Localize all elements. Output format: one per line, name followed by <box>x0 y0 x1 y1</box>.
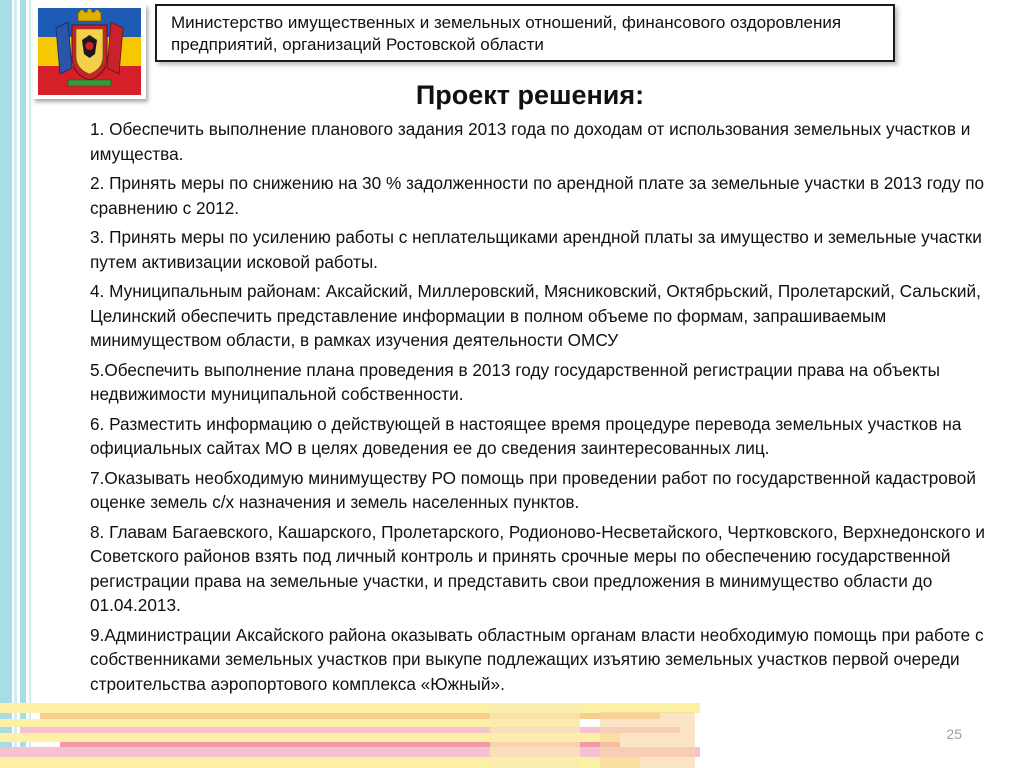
decision-item-7: 7.Оказывать необходимую минимуществу РО помощь при проведении работ по государственной кадастровой оценке земель с/х назначения и земель населенных пунктов. <box>90 467 976 512</box>
decision-list <box>90 117 1010 701</box>
page-title: Проект решения: <box>415 80 645 110</box>
decision-item-8: 8. Главам Багаевского, Кашарского, Пролетарского, Родионово-Несветайского, Чертковского, Верхнедонского и Советского районов взять под личный контроль и принять срочные меры по обеспечению государственной регистрации права на земельные участки, и представить свои предложения в минимущество области до 01.04.2013. <box>90 521 986 615</box>
decision-item-6: 6. Разместить информацию о действующей в настоящее время процедуре перевода земельных участков на официальных сайтах МО в целях доведения ее до сведения заинтересованных лиц. <box>90 413 962 458</box>
decision-item-3: 3. Принять меры по усилению работы с неплательщиками арендной платы за имущество и земельные участки путем активизации исковой работы. <box>90 227 982 272</box>
decision-item-2: 2. Принять меры по снижению на 30 % задолженности по арендной плате за земельные участки в 2013 году по сравнению с 2012. <box>90 173 985 218</box>
decision-item-1: 1. Обеспечить выполнение планового задания 2013 года по доходам от использования земельных участков и имущества. <box>90 119 971 164</box>
decision-item-9: 9.Администрации Аксайского района оказывать областным органам власти необходимую помощь при работе с собственниками земельных участков при выкупе подлежащих изъятию земельных участков первой очереди строительства аэропортового комплекса «Южный». <box>90 624 984 694</box>
decision-item-4: 4. Муниципальным районам: Аксайский, Миллеровский, Мясниковский, Октябрьский, Пролетарский, Сальский, Целинский обеспечить представление информации в полном объеме по формам, запрашиваемым минимуществом области, в рамках изучения деятельности ОМСУ <box>90 281 981 350</box>
ministry-name: Министерство имущественных и земельных отношений, финансового оздоровления предприятий, организаций Ростовской области <box>171 13 842 54</box>
ministry-header <box>155 4 895 62</box>
page-number: 25 <box>946 726 962 742</box>
decision-item-5: 5.Обеспечить выполнение плана проведения в 2013 году государственной регистрации права на объекты недвижимости муниципальной собственности. <box>90 359 940 404</box>
